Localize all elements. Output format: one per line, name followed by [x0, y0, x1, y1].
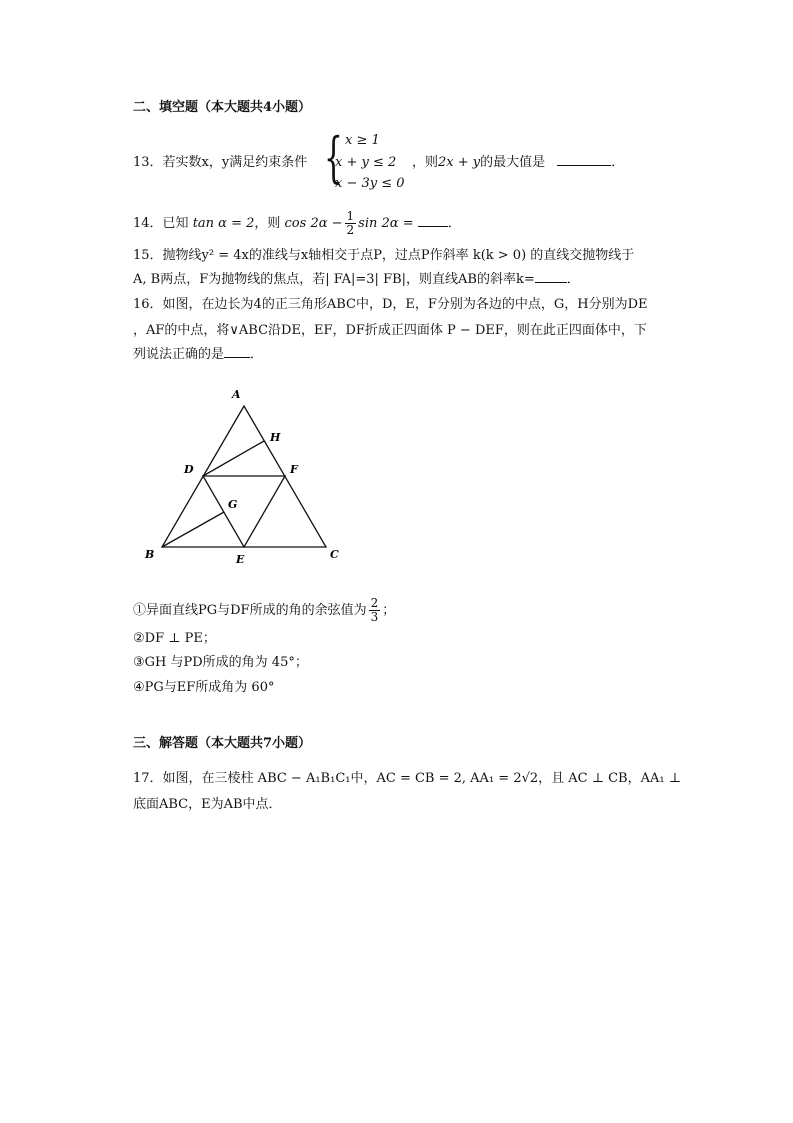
option-1-fraction [369, 597, 381, 624]
option-1-frac-den: 3 [370, 610, 379, 624]
option-4: ④PG与EF所成角为 60° [133, 680, 275, 695]
option-3: ③GH 与PD所成的角为 45°； [133, 655, 308, 670]
q13-mid: ，则 [412, 155, 439, 170]
q13-expression: 2x + y [438, 155, 481, 170]
label-c: C [330, 548, 339, 561]
option-1-end: ； [382, 603, 396, 618]
option-1 [133, 597, 395, 624]
label-e: E [236, 553, 245, 566]
q17-line-2: 底面ABC，E为AB中点． [133, 797, 282, 812]
q13-condition-3: x − 3y ≤ 0 [335, 176, 405, 191]
segment-bg [162, 512, 224, 547]
q13-prefix: 13．若实数x，y满足约束条件 [133, 155, 308, 170]
label-h: H [270, 431, 281, 444]
q14-given: tan α = 2 [192, 216, 255, 231]
label-a: A [232, 388, 241, 401]
q16-line-1: 16．如图，在边长为4的正三角形ABC中，D，E，F分别为各边的中点，G，H分别为DE [133, 297, 648, 312]
section-2-heading: 二、填空题（本大题共4小题） [133, 100, 312, 115]
q16-line-2: ，AF的中点，将∨ABC沿DE，EF，DF折成正四面体 P − DEF，则在此正四面体中，下 [133, 323, 647, 338]
q13-tail: ，则2x + y的最大值是 ． [412, 155, 625, 170]
option-2: ②DF ⊥ PE； [133, 631, 216, 646]
q14-mid: ，则 [254, 216, 281, 231]
q13-condition-1: x ≥ 1 [345, 133, 380, 148]
q15-line-2-text: A, B两点，F为抛物线的焦点，若| FA|=3| FB|，则直线AB的斜率k= [133, 272, 535, 287]
q14-frac-den: 2 [346, 223, 355, 237]
option-1-text: ①异面直线PG与DF所成的角的余弦值为 [133, 603, 367, 618]
q15-line-1: 15．抛物线y² = 4x的准线与x轴相交于点P，过点P作斜率 k(k > 0) 的直线交抛物线于 [133, 248, 635, 263]
q14-expression-a: cos 2α − [284, 216, 343, 231]
label-g: G [228, 498, 238, 511]
label-b: B [145, 548, 155, 561]
q14-frac-num: 1 [346, 209, 355, 223]
triangle-def [203, 476, 285, 547]
system-brace: { [324, 126, 343, 189]
q14-expression-b: sin 2α = [358, 216, 414, 231]
option-1-frac-num: 2 [370, 596, 379, 610]
q16-line-3-text: 列说法正确的是 [133, 347, 225, 362]
q14-prefix: 14．已知 [133, 216, 189, 231]
q14-end: ． [447, 216, 461, 231]
q13-suffix: 的最大值是 [480, 155, 546, 170]
q13-condition-2: x + y ≤ 2 [335, 155, 397, 170]
section-3-heading: 三、解答题（本大题共7小题） [133, 736, 312, 751]
label-d: D [184, 463, 194, 476]
q16-end: ． [250, 347, 264, 362]
segment-dh [203, 441, 264, 476]
q15-line-2: A, B两点，F为抛物线的焦点，若| FA|=3| FB|，则直线AB的斜率k= ． [133, 272, 580, 287]
label-f: F [290, 463, 298, 476]
q17-line-1: 17．如图，在三棱柱 ABC − A₁B₁C₁中，AC = CB = 2, AA₁ = 2√2，且 AC ⊥ CB，AA₁ ⊥ [133, 771, 681, 786]
